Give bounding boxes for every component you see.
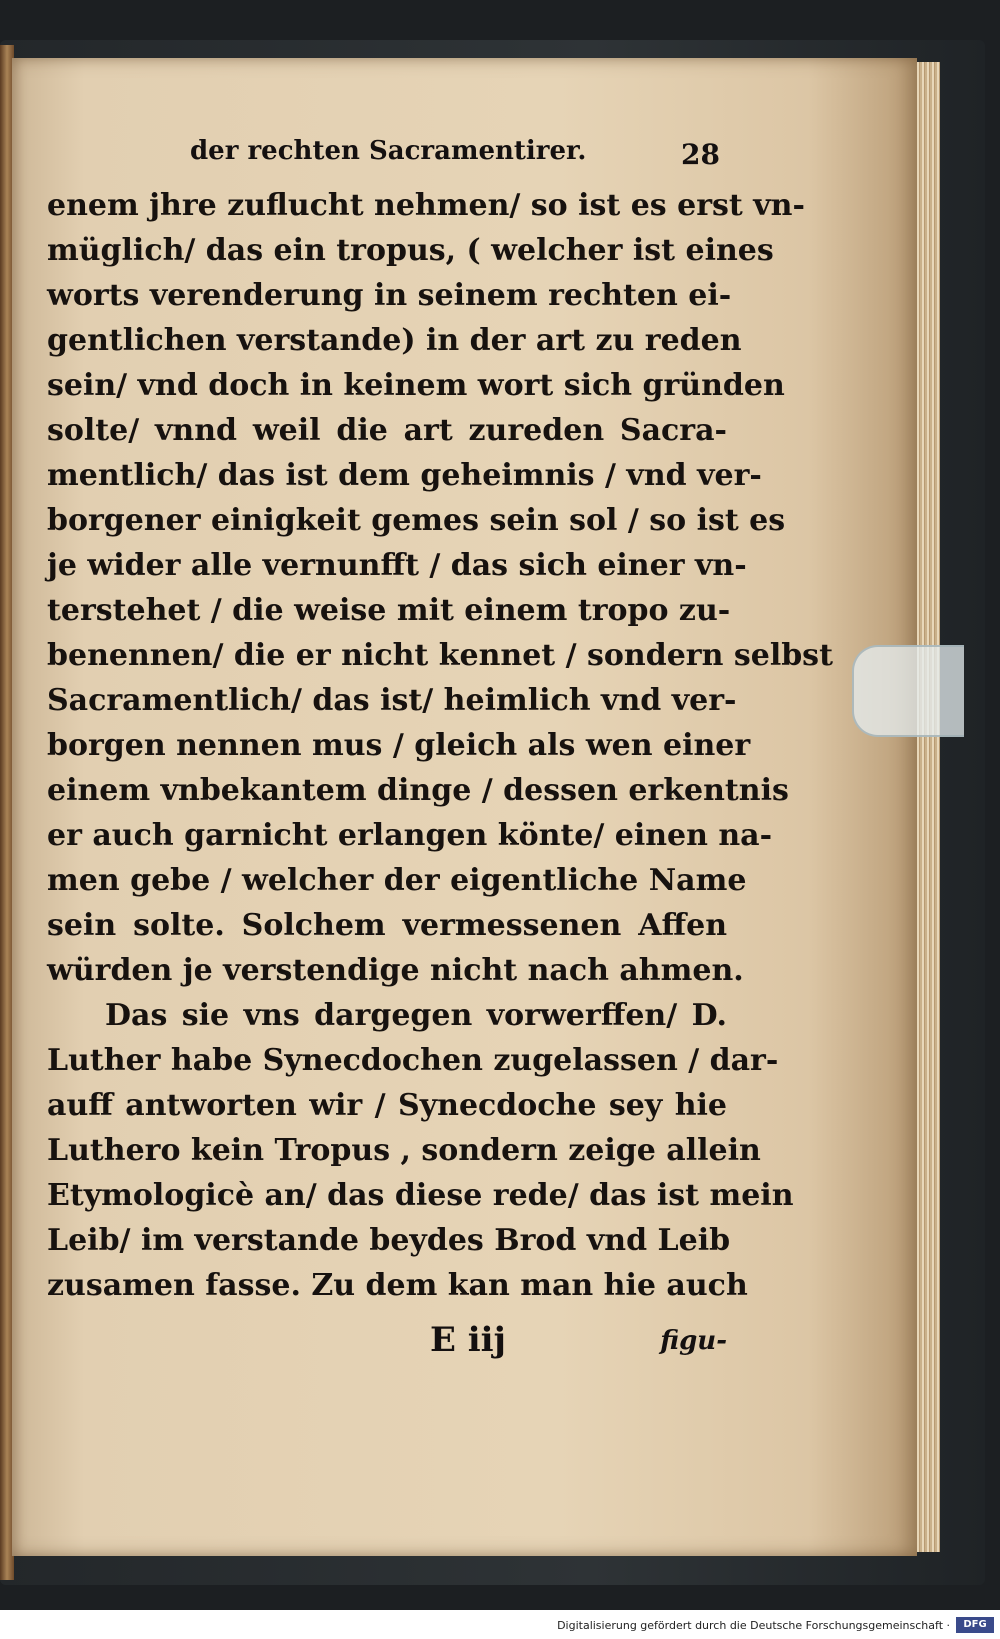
- text-line: benennen/ die er nicht kennet / sondern selbst: [47, 638, 833, 673]
- text-line: einem vnbekantem dinge / dessen erkentnis: [47, 773, 789, 808]
- text-line: Sacramentlich/ das ist/ heimlich vnd ver-: [47, 683, 737, 718]
- bookmark-tab: [852, 645, 964, 737]
- digitization-credit: Digitalisierung gefördert durch die Deutsche Forschungsgemeinschaft ·: [557, 1619, 950, 1632]
- text-line: Das sie vns dargegen vorwerffen/ D.: [105, 998, 727, 1033]
- text-line: mentlich/ das ist dem geheimnis / vnd ver-: [47, 458, 762, 493]
- text-line: je wider alle vernunfft / das sich einer vn-: [47, 548, 747, 583]
- text-line: würden je verstendige nicht nach ahmen.: [47, 953, 744, 988]
- text-line: enem jhre zuflucht nehmen/ so ist es erst vn-: [47, 188, 805, 223]
- text-line: Etymologicè an/ das diese rede/ das ist mein: [47, 1178, 794, 1213]
- page-footer: [47, 1320, 727, 1370]
- text-line: terstehet / die weise mit einem tropo zu-: [47, 593, 731, 628]
- text-line: Luthero kein Tropus , sondern zeige allein: [47, 1133, 761, 1168]
- text-line: borgener einigkeit gemes sein sol / so ist es: [47, 503, 786, 538]
- dfg-logo: DFG: [956, 1617, 994, 1633]
- running-title: der rechten Sacramentirer.: [190, 136, 587, 166]
- page-number: 28: [681, 138, 720, 171]
- catchword: figu-: [660, 1326, 727, 1356]
- text-line: worts verenderung in seinem rechten ei-: [47, 278, 732, 313]
- text-line: auff antworten wir / Synecdoche sey hie: [47, 1088, 727, 1123]
- text-line: sein/ vnd doch in keinem wort sich gründen: [47, 368, 785, 403]
- text-line: er auch garnicht erlangen könte/ einen na-: [47, 818, 773, 853]
- text-line: solte/ vnnd weil die art zureden Sacra-: [47, 413, 727, 448]
- page-header: [190, 136, 720, 176]
- text-line: gentlichen verstande) in der art zu reden: [47, 323, 742, 358]
- text-line: borgen nennen mus / gleich als wen einer: [47, 728, 751, 763]
- page-body: [47, 183, 833, 1308]
- text-line: Leib/ im verstande beydes Brod vnd Leib: [47, 1223, 731, 1258]
- text-line: men gebe / welcher der eigentliche Name: [47, 863, 747, 898]
- text-line: Luther habe Synecdochen zugelassen / dar-: [47, 1043, 779, 1078]
- signature-mark: E iij: [430, 1320, 506, 1360]
- text-line: müglich/ das ein tropus, ( welcher ist eines: [47, 233, 774, 268]
- text-line: zusamen fasse. Zu dem kan man hie auch: [47, 1268, 748, 1303]
- text-line: sein solte. Solchem vermessenen Affen: [47, 908, 727, 943]
